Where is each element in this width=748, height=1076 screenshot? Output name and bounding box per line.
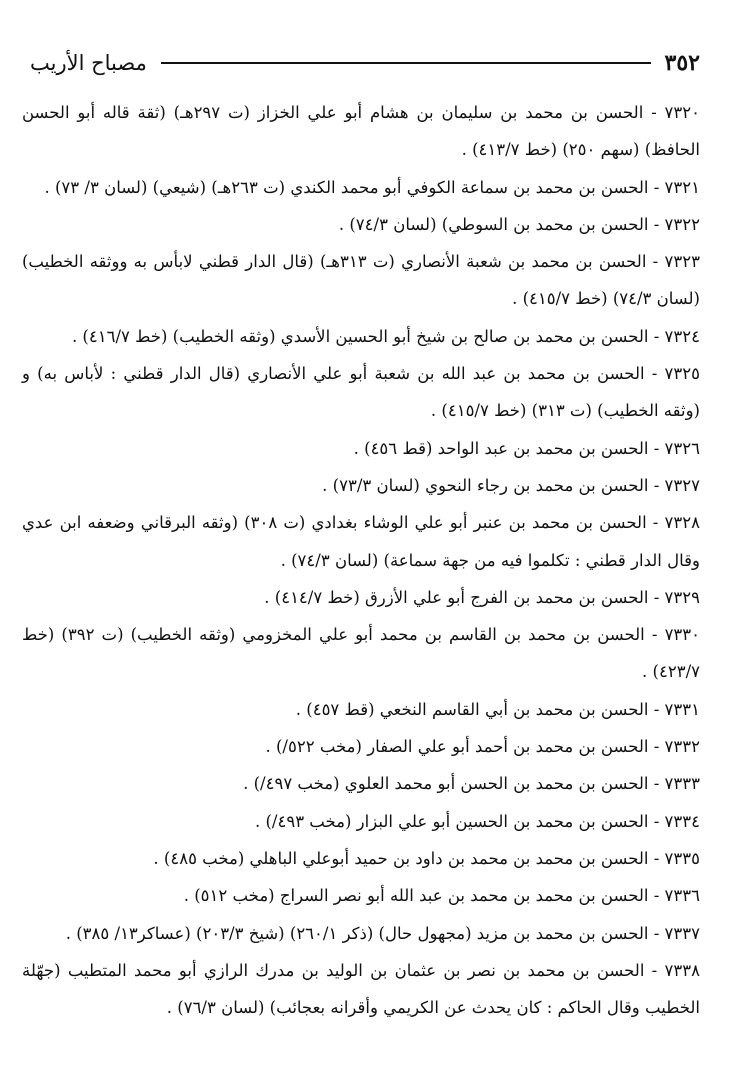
page-header bbox=[30, 46, 700, 80]
entry-number: ٧٣٢٧ bbox=[664, 475, 700, 495]
catalog-entry bbox=[22, 318, 700, 355]
entry-text: الحسن بن محمد بن محمد بن داود بن حميد أبوعلي الباهلي (مخب ٤٨٥) . bbox=[153, 848, 649, 868]
entry-number: ٧٣٣٢ bbox=[664, 737, 700, 757]
entry-separator: - bbox=[643, 103, 665, 122]
entry-text: الحسن بن محمد بن الحسن أبو محمد العلوي (مخب ٤٩٧/) . bbox=[243, 774, 649, 794]
entry-separator: - bbox=[644, 364, 665, 384]
entry-separator: - bbox=[648, 177, 665, 197]
entry-text: الحسن بن محمد بن عبد الله بن شعبة أبو علي الأنصاري (قال الدار قطني : لأباس به) و (وثقه الخطيب) (ت ٣١٣) (خط ٤١٥/٧) . bbox=[22, 364, 700, 421]
entry-number: ٧٣٢٩ bbox=[664, 587, 700, 607]
entry-text: الحسن بن محمد بن محمد بن عبد الله أبو نصر السراج (مخب ٥١٢) . bbox=[183, 886, 649, 906]
entry-number: ٧٣٣٤ bbox=[664, 811, 700, 831]
entry-number: ٧٣٢٢ bbox=[664, 214, 700, 234]
entry-number: ٧٣٣٨ bbox=[664, 960, 700, 980]
entry-number: ٧٣٢٣ bbox=[664, 252, 700, 272]
entry-text: الحسن بن محمد بن شعبة الأنصاري (ت ٣١٣هـ) (قال الدار قطني لابأس به ووثقه الخطيب) (لسان ٧٤/٣) (خط ٤١٥/٧) . bbox=[22, 252, 700, 309]
entry-separator: - bbox=[646, 252, 665, 272]
entry-separator: - bbox=[648, 737, 665, 757]
entry-separator: - bbox=[648, 587, 665, 607]
entry-number: ٧٣٢٤ bbox=[664, 326, 700, 346]
entry-text: الحسن بن محمد بن نصر بن عثمان بن الوليد بن مدرك الرازي أبو محمد المتطيب (جهّلة الخطيب وقال الحاكم : كان يحدث عن الكريمي وأقرانه بعجائب) (لسان ٧٦/٣) . bbox=[22, 960, 700, 1018]
catalog-entry bbox=[22, 877, 700, 914]
entry-text: الحسن بن محمد بن صالح بن شيخ أبو الحسين الأسدي (وثقه الخطيب) (خط ٤١٦/٧) . bbox=[71, 326, 649, 346]
catalog-entry bbox=[22, 915, 700, 952]
entry-text: الحسن بن محمد بن الفرج أبو علي الأزرق (خط ٤١٤/٧) . bbox=[264, 587, 649, 607]
entry-number: ٧٣٣٧ bbox=[664, 923, 700, 943]
catalog-entry bbox=[22, 765, 700, 802]
catalog-entry bbox=[22, 243, 700, 318]
book-title: مصباح الأريب bbox=[30, 51, 147, 75]
entry-text: الحسن بن محمد بن عنبر أبو علي الوشاء بغدادي (ت ٣٠٨) (وثقه البرقاني وضعفه ابن عدي وقال الدار قطني : تكلموا فيه من جهة سماعة) (لسان ٧٤/٣) . bbox=[22, 513, 700, 570]
entry-number: ٧٣٣١ bbox=[664, 699, 700, 719]
entry-number: ٧٣٣٠ bbox=[664, 625, 701, 645]
catalog-entry bbox=[22, 206, 700, 243]
entry-separator: - bbox=[648, 214, 665, 234]
entry-separator: - bbox=[648, 326, 665, 346]
entry-text: الحسن بن محمد بن أبي القاسم النخعي (قط ٤٥٧) . bbox=[295, 699, 649, 719]
entry-text: الحسن بن محمد بن سليمان بن هشام أبو علي الخزاز (ت ٢٩٧هـ) (ثقة قاله أبو الحسن الحافظ) (سهم ٢٥٠) (خط ٤١٣/٧) . bbox=[22, 103, 700, 160]
entry-text: الحسن بن محمد بن رجاء النحوي (لسان ٧٣/٣) . bbox=[322, 475, 649, 495]
entry-separator: - bbox=[648, 848, 665, 868]
entry-separator: - bbox=[648, 923, 665, 943]
entry-number: ٧٣٣٥ bbox=[664, 848, 700, 868]
catalog-entry bbox=[22, 169, 700, 206]
catalog-entry bbox=[22, 355, 700, 430]
catalog-entry bbox=[22, 840, 700, 877]
entry-separator: - bbox=[646, 513, 665, 533]
entry-number: ٧٣٢٠ bbox=[664, 103, 700, 122]
catalog-entry bbox=[22, 467, 700, 504]
catalog-entry bbox=[22, 504, 700, 579]
entry-text: الحسن بن محمد بن سماعة الكوفي أبو محمد الكندي (ت ٢٦٣هـ) (شيعي) (لسان ٣/ ٧٣) . bbox=[44, 177, 649, 197]
entry-separator: - bbox=[648, 699, 665, 719]
entry-number: ٧٣٣٦ bbox=[664, 886, 700, 906]
entry-number: ٧٣٢٦ bbox=[664, 438, 700, 458]
page-number: ٣٥٢ bbox=[664, 50, 700, 76]
entry-number: ٧٣٢١ bbox=[664, 177, 700, 197]
entry-separator: - bbox=[648, 475, 665, 495]
catalog-entry bbox=[22, 803, 700, 840]
catalog-entry bbox=[22, 952, 700, 1027]
entry-separator: - bbox=[648, 886, 665, 906]
catalog-entry bbox=[22, 728, 700, 765]
entry-number: ٧٣٣٣ bbox=[664, 774, 700, 794]
entry-number: ٧٣٢٨ bbox=[664, 513, 700, 533]
catalog-entry bbox=[22, 616, 700, 691]
entry-text: الحسن بن محمد بن الحسين أبو علي البزار (مخب ٤٩٣/) . bbox=[254, 811, 649, 831]
entry-text: الحسن بن محمد بن أحمد أبو علي الصفار (مخب ٥٢٢/) . bbox=[265, 737, 649, 757]
entry-separator: - bbox=[644, 960, 665, 980]
entry-number: ٧٣٢٥ bbox=[664, 364, 700, 384]
entry-separator: - bbox=[644, 625, 665, 645]
entry-text: الحسن بن محمد بن عبد الواحد (قط ٤٥٦) . bbox=[353, 438, 649, 458]
catalog-entry bbox=[22, 579, 700, 616]
entry-list bbox=[22, 94, 700, 1026]
entry-text: الحسن بن محمد بن السوطي) (لسان ٧٤/٣) . bbox=[338, 214, 649, 234]
catalog-entry bbox=[22, 691, 700, 728]
entry-separator: - bbox=[648, 438, 665, 458]
entry-separator: - bbox=[648, 774, 665, 794]
entry-text: الحسن بن محمد بن مزيد (مجهول حال) (ذكر ٢٦٠/١) (شيخ ٢٠٣/٣) (عساكر١٣/ ٣٨٥) . bbox=[65, 923, 649, 943]
entry-text: الحسن بن محمد بن القاسم بن محمد أبو علي المخزومي (وثقه الخطيب) (ت ٣٩٢) (خط ٤٢٣/٧) . bbox=[22, 625, 700, 682]
header-rule bbox=[161, 62, 651, 64]
catalog-entry bbox=[22, 430, 700, 467]
catalog-entry bbox=[22, 94, 700, 169]
entry-separator: - bbox=[648, 811, 665, 831]
